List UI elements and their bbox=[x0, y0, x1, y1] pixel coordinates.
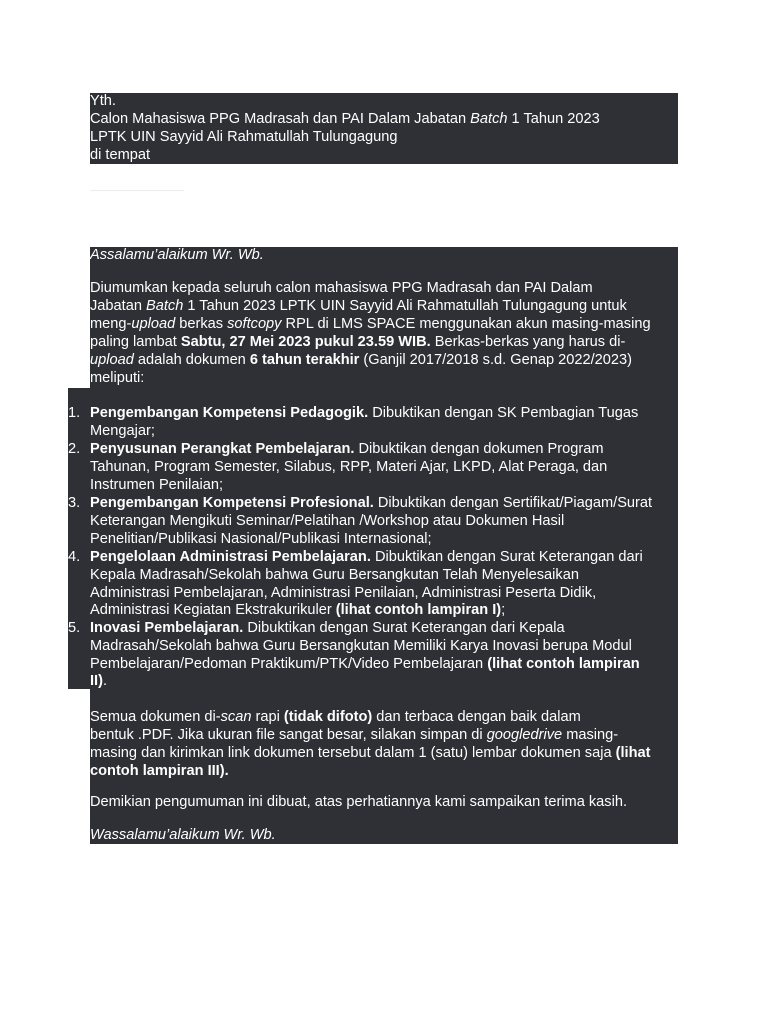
list-item-line: Mengajar; bbox=[90, 423, 155, 439]
intro-line: Diumumkan kepada seluruh calon mahasiswa PPG Madrasah dan PAI Dalam bbox=[90, 280, 593, 296]
intro-line: Jabatan Batch 1 Tahun 2023 LPTK UIN Sayyid Ali Rahmatullah Tulungagung untuk bbox=[90, 298, 627, 314]
list-item-line: II). bbox=[90, 673, 108, 689]
closing-thanks: Demikian pengumuman ini dibuat, atas perhatiannya kami sampaikan terima kasih. bbox=[90, 794, 628, 810]
list-item-line: Administrasi Pembelajaran, Administrasi Penilaian, Administrasi Peserta Didik, bbox=[90, 585, 597, 601]
closing-line: Semua dokumen di-scan rapi (tidak difoto) dan terbaca dengan baik dalam bbox=[90, 709, 581, 725]
list-item-line: Keterangan Mengikuti Seminar/Pelatihan /Workshop atau Dokumen Hasil bbox=[90, 513, 565, 529]
list-number: 2. bbox=[68, 441, 81, 457]
list-item-line: Pembelajaran/Pedoman Praktikum/PTK/Video Pembelajaran (lihat contoh lampiran bbox=[90, 656, 640, 672]
list-item-line: Madrasah/Sekolah bahwa Guru Bersangkutan Memiliki Karya Inovasi berupa Modul bbox=[90, 638, 632, 654]
list-margin-background bbox=[68, 388, 91, 689]
list-item: Inovasi Pembelajaran. Dibuktikan dengan Surat Keterangan dari Kepala bbox=[90, 620, 565, 636]
intro-line: meliputi: bbox=[90, 370, 145, 386]
list-item-line: Administrasi Kegiatan Ekstrakurikuler (lihat contoh lampiran I); bbox=[90, 602, 506, 618]
list-item: Pengembangan Kompetensi Profesional. Dibuktikan dengan Sertifikat/Piagam/Surat bbox=[90, 495, 653, 511]
list-number: 3. bbox=[68, 495, 81, 511]
divider bbox=[90, 190, 184, 191]
greeting: Assalamu’alaikum Wr. Wb. bbox=[90, 247, 264, 263]
intro-line: paling lambat Sabtu, 27 Mei 2023 pukul 23.59 WIB. Berkas-berkas yang harus di- bbox=[90, 334, 626, 350]
salutation: Yth. bbox=[90, 93, 116, 109]
list-item-line: Instrumen Penilaian; bbox=[90, 477, 224, 493]
list-item-line: Penelitian/Publikasi Nasional/Publikasi Internasional; bbox=[90, 531, 432, 547]
address-line-institution: LPTK UIN Sayyid Ali Rahmatullah Tulungagung bbox=[90, 129, 398, 145]
closing-line: contoh lampiran III). bbox=[90, 763, 229, 779]
list-number: 4. bbox=[68, 549, 81, 565]
list-number: 5. bbox=[68, 620, 81, 636]
address-line-recipient: Calon Mahasiswa PPG Madrasah dan PAI Dalam Jabatan Batch 1 Tahun 2023 bbox=[90, 111, 600, 127]
list-item: Penyusunan Perangkat Pembelajaran. Dibuktikan dengan dokumen Program bbox=[90, 441, 604, 457]
list-item: Pengembangan Kompetensi Pedagogik. Dibuktikan dengan SK Pembagian Tugas bbox=[90, 405, 639, 421]
list-item-line: Kepala Madrasah/Sekolah bahwa Guru Bersangkutan Telah Menyelesaikan bbox=[90, 567, 579, 583]
list-item: Pengelolaan Administrasi Pembelajaran. Dibuktikan dengan Surat Keterangan dari bbox=[90, 549, 643, 565]
closing-line: bentuk .PDF. Jika ukuran file sangat besar, silakan simpan di googledrive masing- bbox=[90, 727, 619, 743]
list-item-line: Tahunan, Program Semester, Silabus, RPP, Materi Ajar, LKPD, Alat Peraga, dan bbox=[90, 459, 608, 475]
intro-line: meng-upload berkas softcopy RPL di LMS SPACE menggunakan akun masing-masing bbox=[90, 316, 651, 332]
closing-line: masing dan kirimkan link dokumen tersebut dalam 1 (satu) lembar dokumen saja (lihat bbox=[90, 745, 651, 761]
address-line-place: di tempat bbox=[90, 147, 151, 163]
closing-greeting: Wassalamu’alaikum Wr. Wb. bbox=[90, 827, 276, 843]
intro-line: upload adalah dokumen 6 tahun terakhir (Ganjil 2017/2018 s.d. Genap 2022/2023) bbox=[90, 352, 632, 368]
list-number: 1. bbox=[68, 405, 81, 421]
